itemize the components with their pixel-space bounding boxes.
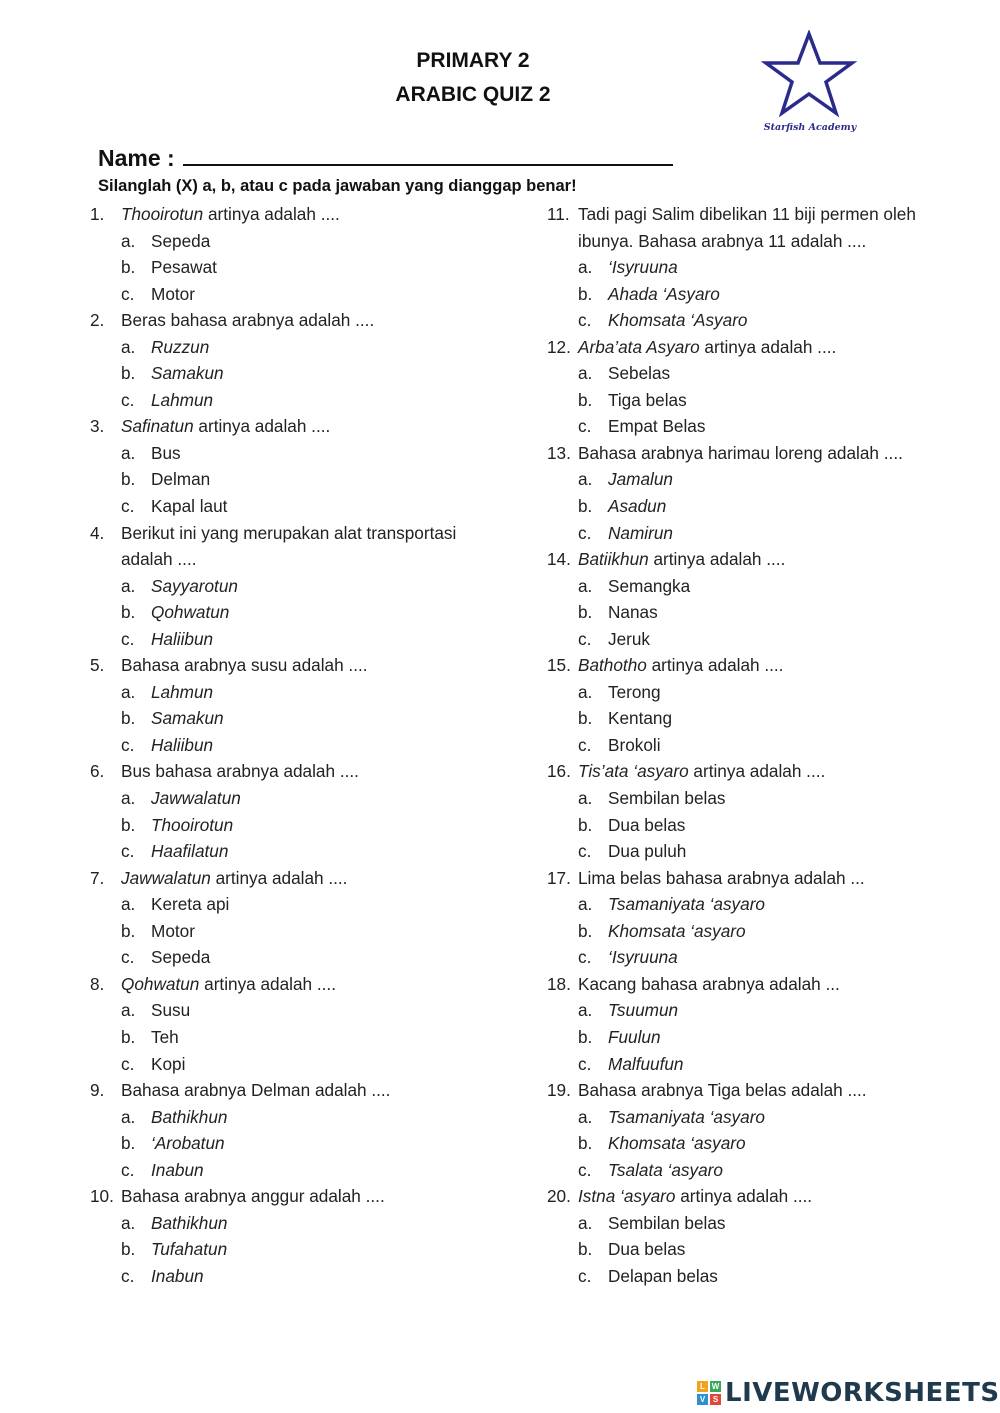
option-text: Kapal laut [151,496,228,517]
option-letter: a. [121,1106,136,1127]
option-text: Haafilatun [151,841,229,862]
option-text: Khomsata ‘asyaro [608,1133,746,1154]
question-text [578,971,957,998]
answer-option[interactable] [547,254,957,281]
option-letter: b. [578,389,593,410]
question-term: Qohwatun [121,973,200,994]
starfish-academy-logo [752,30,868,140]
option-text: ‘Isyruuna [608,257,678,278]
question-text-plain: Kacang bahasa arabnya adalah ... [578,973,840,994]
instruction: Silanglah (X) a, b, atau c pada jawaban yang dianggap benar! [98,177,577,195]
option-letter: c. [121,496,135,517]
question-number: 12. [547,336,571,357]
title-primary: PRIMARY 2 [416,49,530,72]
option-text: Semangka [608,575,691,596]
option-text: Bathikhun [151,1212,228,1233]
option-text: Lahmun [151,389,214,410]
answer-option[interactable] [90,493,510,520]
question-text-suffix: artinya adalah .... [199,973,336,994]
question-text [121,971,510,998]
option-letter: b. [121,602,136,623]
option-letter: a. [578,894,593,915]
answer-option[interactable] [90,997,510,1024]
question-number: 15. [547,655,571,676]
logo-text: Starfish Academy [763,122,857,133]
option-letter: a. [121,788,136,809]
question-text-plain: Bahasa arabnya Delman adalah .... [121,1080,391,1101]
option-text: Teh [151,1026,179,1047]
answer-option[interactable] [547,1104,957,1131]
question-number: 3. [90,416,105,437]
question-text-plain: Lima belas bahasa arabnya adalah ... [578,867,865,888]
option-letter: a. [578,1000,593,1021]
question-number: 7. [90,867,105,888]
option-text: Jamalun [608,469,673,490]
question-number: 6. [90,761,105,782]
option-text: Thooirotun [151,814,234,835]
option-letter: c. [121,841,135,862]
question-text [121,652,510,679]
question-text [578,201,957,254]
option-text: Tsuumun [608,1000,679,1021]
question-19 [547,1077,957,1104]
question-text [578,1077,957,1104]
question-term: Arba’ata Asyaro [578,336,700,357]
question-1 [90,201,510,228]
answer-option[interactable] [90,387,510,414]
title-quiz: ARABIC QUIZ 2 [395,83,551,106]
answer-option[interactable] [547,387,957,414]
answer-option[interactable] [547,626,957,653]
question-10 [90,1183,510,1210]
question-6 [90,758,510,785]
question-text [121,307,510,334]
question-term: Jawwalatun [121,867,211,888]
question-text-suffix: artinya adalah .... [203,204,340,224]
option-text: Sayyarotun [151,575,238,596]
question-text-plain: Tadi pagi Salim dibelikan 11 biji permen oleh ibunya. Bahasa arabnya 11 adalah .... [578,204,916,251]
question-text-plain: Bahasa arabnya susu adalah .... [121,655,368,676]
question-term: Tis’ata ‘asyaro [578,761,689,782]
question-12 [547,334,957,361]
option-text: Qohwatun [151,602,230,623]
answer-option[interactable] [90,466,510,493]
option-text: Sepeda [151,230,211,251]
question-text-plain: Beras bahasa arabnya adalah .... [121,310,375,331]
answer-option[interactable] [547,891,957,918]
question-number: 8. [90,973,105,994]
answer-option[interactable] [90,228,510,255]
option-text: Dua puluh [608,841,687,862]
answer-option[interactable] [547,838,957,865]
question-18 [547,971,957,998]
option-text: Nanas [608,602,658,623]
answer-option[interactable] [90,705,510,732]
option-text: Khomsata ‘Asyaro [608,310,748,331]
question-text [578,758,957,785]
answer-option[interactable] [547,466,957,493]
question-text-plain: Berikut ini yang merupakan alat transportasi adalah .... [121,522,457,570]
option-text: Dua belas [608,1239,686,1260]
answer-option[interactable] [547,1157,957,1184]
option-text: Delapan belas [608,1265,718,1286]
answer-option[interactable] [90,1210,510,1237]
question-3 [90,413,510,440]
question-8 [90,971,510,998]
option-letter: c. [578,310,592,331]
option-text: Tufahatun [151,1239,228,1260]
answer-option[interactable] [90,440,510,467]
option-letter: a. [121,1212,136,1233]
question-20 [547,1183,957,1210]
answer-option[interactable] [90,679,510,706]
icon-cell: W [711,1382,720,1391]
question-text [578,440,957,467]
answer-option[interactable] [90,918,510,945]
answer-option[interactable] [547,1236,957,1263]
question-number: 19. [547,1080,571,1101]
answer-option[interactable] [547,1210,957,1237]
questions-left-column [90,201,510,1289]
option-letter: c. [121,1265,135,1286]
question-text [578,1183,957,1210]
option-letter: c. [578,416,592,437]
option-text: Susu [151,1000,191,1021]
answer-option[interactable] [547,573,957,600]
option-text: Sepeda [151,947,211,968]
option-text: Khomsata ‘asyaro [608,920,746,941]
icon-cell: L [697,1381,708,1392]
option-text: ‘Isyruuna [608,947,678,968]
answer-option[interactable] [547,493,957,520]
option-letter: c. [121,1159,135,1180]
option-text: Inabun [151,1159,204,1180]
option-letter: c. [578,1265,592,1286]
answer-option[interactable] [90,785,510,812]
answer-option[interactable] [547,1263,957,1290]
question-text [121,201,510,228]
answer-option[interactable] [547,1024,957,1051]
question-number: 9. [90,1080,105,1101]
question-11 [547,201,957,254]
option-text: Fuulun [608,1026,661,1047]
option-letter: a. [578,575,593,596]
question-text [578,865,957,892]
option-text: Tsamaniyata ‘asyaro [608,894,765,915]
option-text: Jeruk [608,628,651,649]
question-5 [90,652,510,679]
option-letter: a. [121,575,136,596]
answer-option[interactable] [547,812,957,839]
question-term: Thooirotun [121,204,204,224]
option-text: Dua belas [608,814,686,835]
option-letter: b. [121,363,136,384]
option-text: Terong [608,681,661,702]
answer-option[interactable] [90,1104,510,1131]
option-letter: c. [578,628,592,649]
answer-option[interactable] [547,281,957,308]
star-icon [752,30,868,122]
option-text: Ahada ‘Asyaro [608,283,720,304]
option-letter: a. [578,681,593,702]
option-letter: a. [578,1106,593,1127]
question-text-suffix: artinya adalah .... [699,336,837,357]
option-letter: b. [578,496,593,517]
answer-option[interactable] [547,732,957,759]
answer-option[interactable] [547,944,957,971]
answer-option[interactable] [90,812,510,839]
question-text-plain: Bahasa arabnya anggur adalah .... [121,1186,385,1207]
option-letter: c. [121,1053,135,1074]
option-text: Kereta api [151,894,230,915]
question-text [578,546,957,573]
question-15 [547,652,957,679]
question-number: 10. [90,1186,114,1207]
option-letter: a. [578,363,593,384]
option-letter: b. [121,1239,136,1260]
answer-option[interactable] [90,838,510,865]
answer-option[interactable] [90,891,510,918]
option-letter: a. [121,681,136,702]
option-text: Bathikhun [151,1106,228,1127]
answer-option[interactable] [547,997,957,1024]
answer-option[interactable] [90,334,510,361]
answer-option[interactable] [90,360,510,387]
option-text: Tiga belas [608,389,687,410]
answer-option[interactable] [90,1157,510,1184]
question-text [121,758,510,785]
option-text: Pesawat [151,257,217,278]
option-letter: b. [121,920,136,941]
question-text-suffix: artinya adalah .... [688,761,826,782]
option-text: Delman [151,469,211,490]
option-letter: b. [578,920,593,941]
option-letter: a. [121,230,136,251]
option-letter: c. [578,947,592,968]
option-text: Haliibun [151,734,214,755]
option-text: Asadun [608,496,667,517]
answer-option[interactable] [90,944,510,971]
option-text: Haliibun [151,628,214,649]
question-number: 11. [547,204,570,224]
option-text: Inabun [151,1265,204,1286]
option-letter: a. [121,442,136,463]
answer-option[interactable] [90,1130,510,1157]
option-letter: c. [121,389,135,410]
option-letter: a. [578,788,593,809]
question-text [121,1077,510,1104]
answer-option[interactable] [90,254,510,281]
answer-option[interactable] [90,599,510,626]
option-letter: a. [121,894,136,915]
option-letter: c. [578,522,592,543]
answer-option[interactable] [547,705,957,732]
option-letter: c. [121,947,135,968]
question-16 [547,758,957,785]
option-letter: c. [121,628,135,649]
option-text: Tsalata ‘asyaro [608,1159,723,1180]
question-text-suffix: artinya adalah .... [210,867,348,888]
question-number: 13. [547,442,571,463]
option-letter: c. [578,841,592,862]
answer-option[interactable] [90,1051,510,1078]
question-text-suffix: artinya adalah .... [646,655,784,676]
answer-option[interactable] [547,360,957,387]
answer-option[interactable] [90,1263,510,1290]
answer-option[interactable] [547,679,957,706]
option-letter: b. [578,1026,593,1047]
liveworksheets-icon [697,1381,721,1405]
option-text: Namirun [608,522,673,543]
question-17 [547,865,957,892]
question-text [121,520,510,573]
name-row [98,144,673,172]
answer-option[interactable] [90,281,510,308]
answer-option[interactable] [547,1051,957,1078]
question-number: 16. [547,761,571,782]
option-letter: a. [578,469,593,490]
question-number: 1. [90,204,105,224]
question-7 [90,865,510,892]
answer-option[interactable] [547,918,957,945]
option-letter: b. [121,814,136,835]
option-text: Malfuufun [608,1053,684,1074]
option-letter: b. [121,1133,136,1154]
liveworksheets-brand: LIVEWORKSHEETS [725,1378,1000,1408]
option-letter: c. [121,283,135,304]
option-letter: b. [578,602,593,623]
question-term: Batiikhun [578,549,649,570]
option-text: Samakun [151,363,224,384]
option-letter: c. [578,1053,592,1074]
option-text: Motor [151,283,195,304]
question-text-suffix: artinya adalah .... [675,1186,813,1207]
option-text: Tsamaniyata ‘asyaro [608,1106,765,1127]
option-letter: b. [121,1026,136,1047]
liveworksheets-logo [697,1378,1000,1408]
option-letter: a. [121,336,136,357]
name-input-line[interactable] [183,144,673,166]
answer-option[interactable] [90,626,510,653]
question-term: Istna ‘asyaro [578,1186,676,1207]
question-text [121,1183,510,1210]
question-text-suffix: artinya adalah .... [648,549,786,570]
option-text: Lahmun [151,681,214,702]
question-13 [547,440,957,467]
question-number: 2. [90,310,105,331]
option-letter: a. [578,257,593,278]
question-term: Safinatun [121,416,194,437]
option-text: Sebelas [608,363,671,384]
questions-right-column [547,201,957,1289]
answer-option[interactable] [90,1024,510,1051]
question-text [578,652,957,679]
answer-option[interactable] [90,573,510,600]
option-letter: b. [121,257,136,278]
answer-option[interactable] [547,413,957,440]
option-text: Motor [151,920,195,941]
option-text: Empat Belas [608,416,706,437]
answer-option[interactable] [547,520,957,547]
question-text-plain: Bahasa arabnya harimau loreng adalah .... [578,442,903,463]
icon-cell: S [710,1394,721,1405]
question-text [121,413,510,440]
question-text [121,865,510,892]
option-text: Brokoli [608,734,661,755]
question-9 [90,1077,510,1104]
question-number: 18. [547,973,571,994]
option-letter: b. [121,469,136,490]
option-letter: b. [578,814,593,835]
option-text: Kopi [151,1053,186,1074]
question-text-plain: Bus bahasa arabnya adalah .... [121,761,359,782]
option-letter: a. [578,1212,593,1233]
question-number: 14. [547,549,571,570]
answer-option[interactable] [90,1236,510,1263]
option-text: Samakun [151,708,224,729]
option-text: Jawwalatun [151,788,241,809]
icon-cell: V [697,1394,708,1405]
answer-option[interactable] [547,1130,957,1157]
question-number: 17. [547,867,571,888]
option-letter: c. [578,1159,592,1180]
question-text-plain: Bahasa arabnya Tiga belas adalah .... [578,1080,867,1101]
question-14 [547,546,957,573]
answer-option[interactable] [547,307,957,334]
name-label: Name : [98,145,175,171]
question-text-suffix: artinya adalah .... [193,416,331,437]
option-text: Sembilan belas [608,788,726,809]
option-letter: b. [578,1239,593,1260]
answer-option[interactable] [90,732,510,759]
option-letter: c. [578,734,592,755]
option-letter: b. [578,708,593,729]
option-letter: b. [121,708,136,729]
option-letter: b. [578,1133,593,1154]
option-text: Ruzzun [151,336,210,357]
answer-option[interactable] [547,599,957,626]
option-letter: c. [121,734,135,755]
question-number: 20. [547,1186,571,1207]
option-text: ‘Arobatun [151,1133,225,1154]
answer-option[interactable] [547,785,957,812]
option-text: Bus [151,442,181,463]
question-number: 5. [90,655,105,676]
option-text: Sembilan belas [608,1212,726,1233]
question-4 [90,520,510,573]
question-number: 4. [90,522,105,543]
option-letter: a. [121,1000,136,1021]
question-2 [90,307,510,334]
option-text: Kentang [608,708,673,729]
question-text [578,334,957,361]
option-letter: b. [578,283,593,304]
question-term: Bathotho [578,655,647,676]
